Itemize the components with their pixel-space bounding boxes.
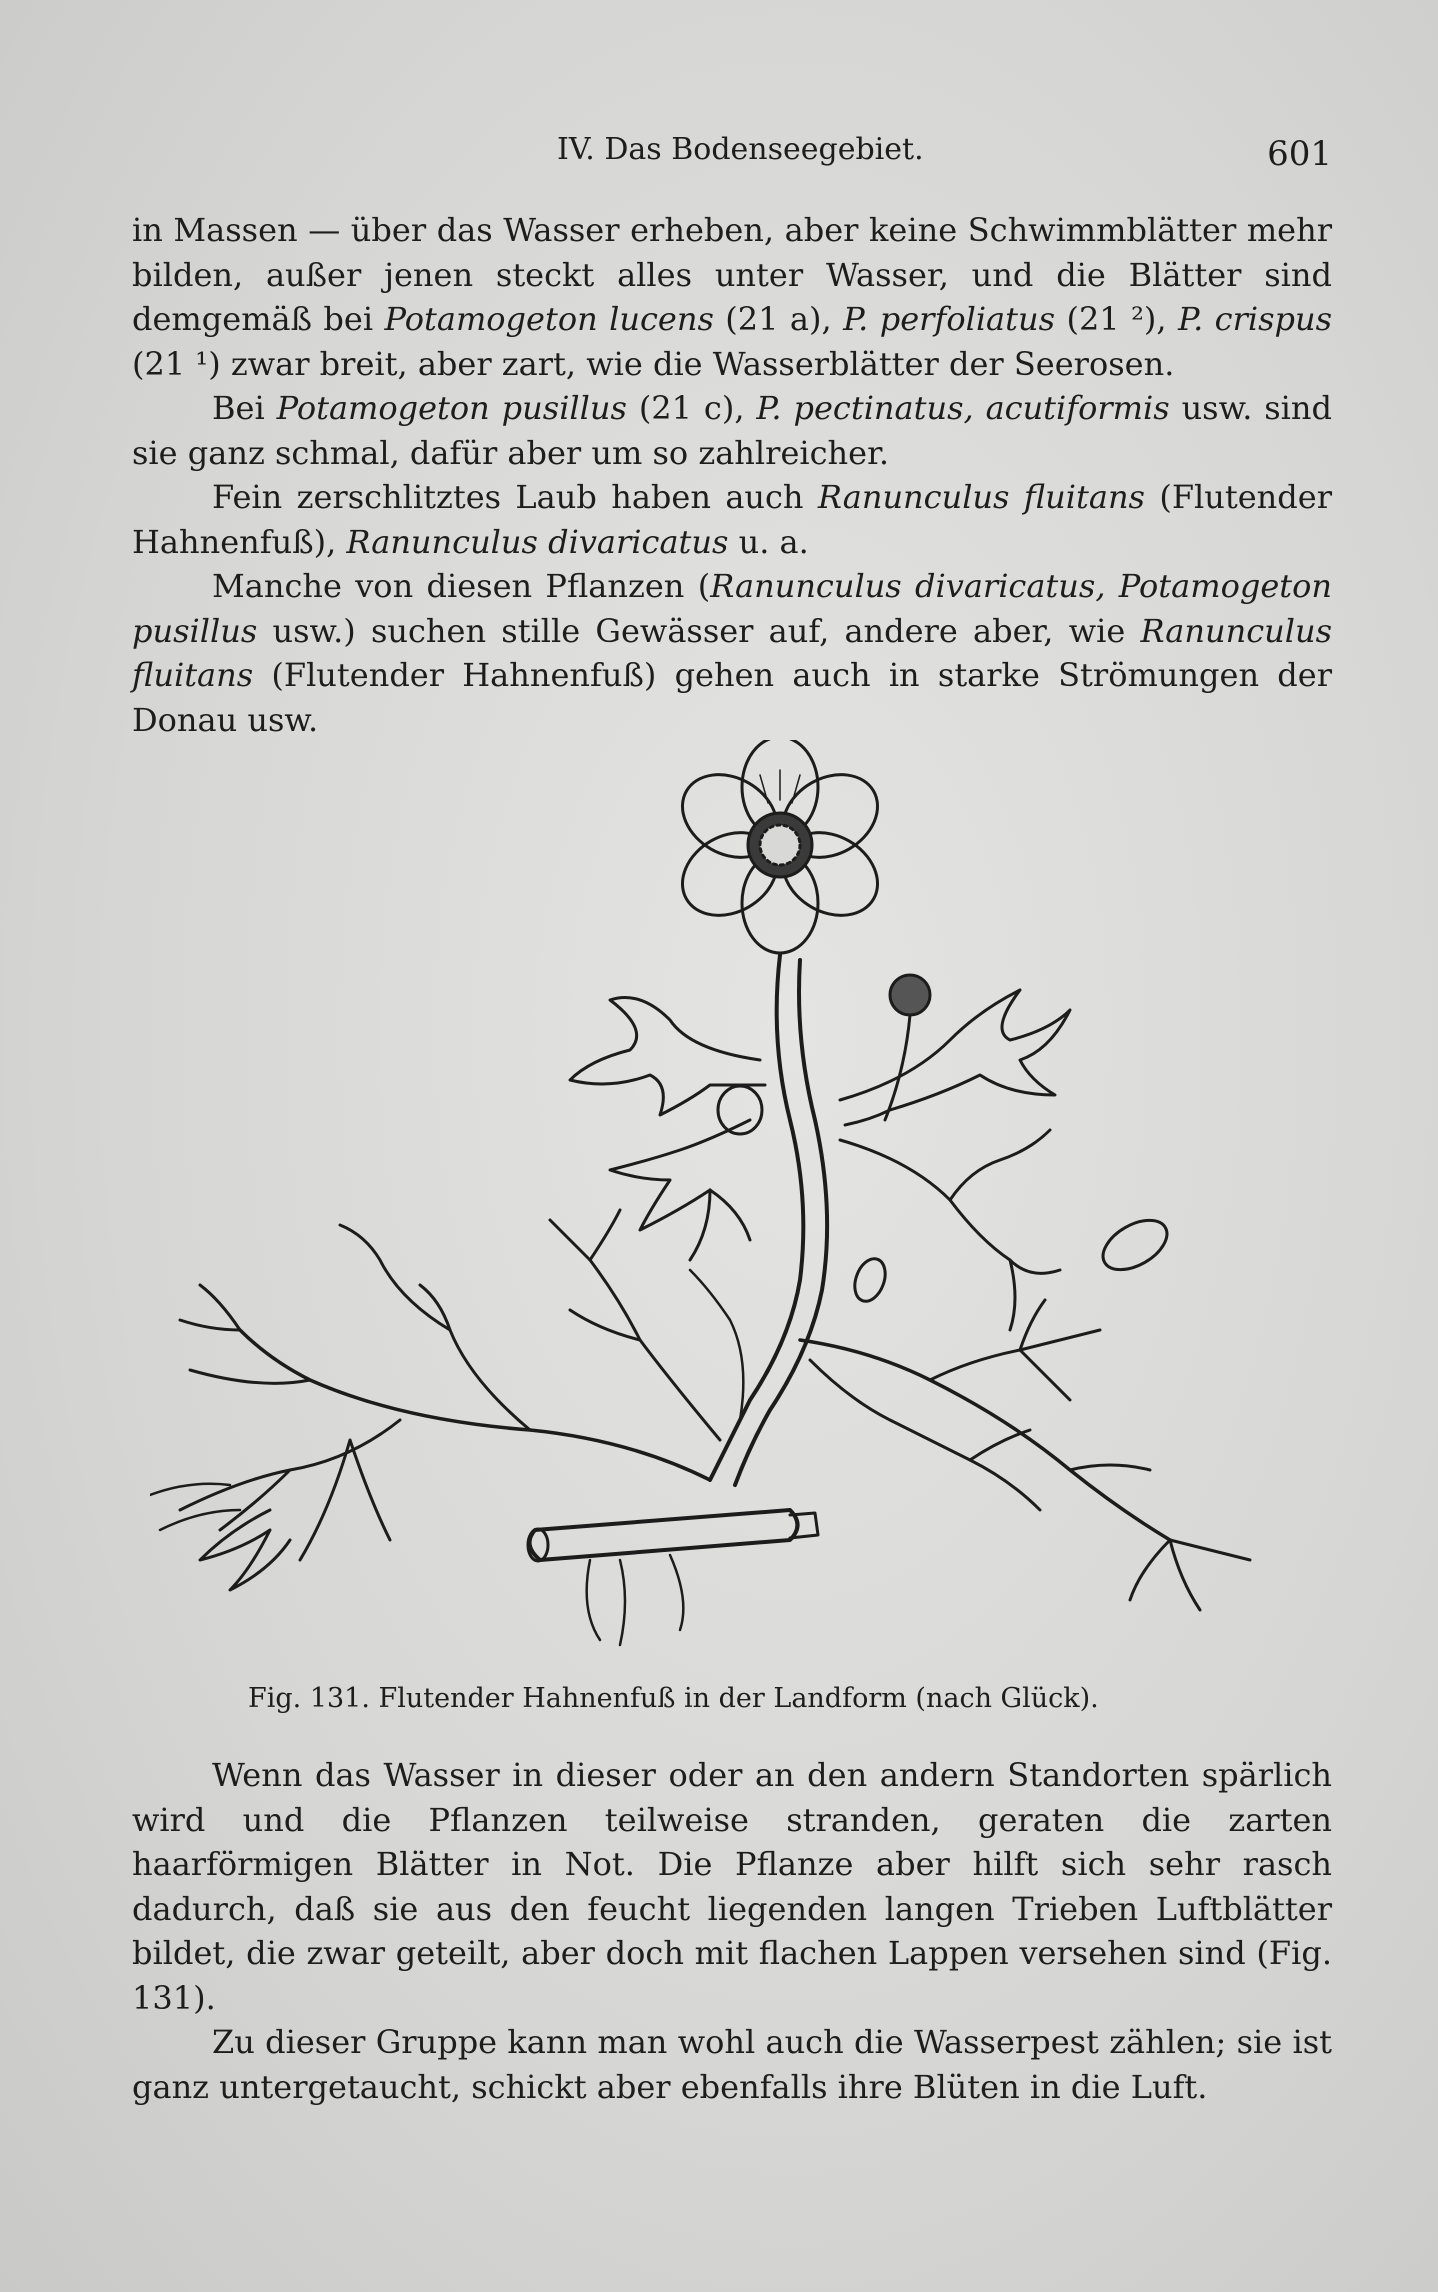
paragraph-1: in Massen — über das Wasser erheben, aber keine Schwimmblätter mehr bilden, außer jenen steckt alles unter Wasser, und die Blätter sind demgemäß bei Potamogeton lucens (21 a), P. perfoliatus (21 ²), P. crispus (21 ¹) zwar breit, aber zart, wie die Wasserblätter der Seerosen. <box>132 211 1333 383</box>
text-block-bottom <box>132 1753 1332 2109</box>
paragraph-3: Fein zerschlitztes Laub haben auch Ranunculus fluitans (Flutender Hahnenfuß), Ranunculus divaricatus u. a. <box>132 478 1333 561</box>
ranunculus-plant-illustration-icon <box>150 740 1280 1690</box>
paragraph-5: Wenn das Wasser in dieser oder an den andern Standorten spärlich wird und die Pflanzen teilweise stranden, geraten die zarten haarförmigen Blätter in Not. Die Pflanze aber hilft sich sehr rasch dadurch, daß sie aus den feucht liegenden langen Trieben Luftblätter bildet, die zwar geteilt, aber doch mit flachen Lappen versehen sind (Fig. 131). <box>132 1756 1332 2017</box>
figure-131 <box>150 740 1280 1690</box>
text-block-top <box>132 208 1332 742</box>
paragraph-4: Manche von diesen Pflanzen (Ranunculus divaricatus, Potamogeton pusillus usw.) suchen stille Gewässer auf, andere aber, wie Ranunculus fluitans (Flutender Hahnenfuß) gehen auch in starke Strömungen der Donau usw. <box>132 567 1333 739</box>
flower <box>667 740 892 953</box>
figure-caption: Fig. 131. Flutender Hahnenfuß in der Landform (nach Glück). <box>248 1683 1099 1714</box>
paragraph-2: Bei Potamogeton pusillus (21 c), P. pectinatus, acutiformis usw. sind sie ganz schmal, dafür aber um so zahlreicher. <box>132 389 1332 472</box>
running-head: IV. Das Bodenseegebiet. <box>557 132 924 167</box>
page-number: 601 <box>1267 134 1332 174</box>
page-header <box>132 128 1332 188</box>
paragraph-6: Zu dieser Gruppe kann man wohl auch die Wasserpest zählen; sie ist ganz untergetaucht, schickt aber ebenfalls ihre Blüten in die Luft. <box>132 2023 1332 2106</box>
